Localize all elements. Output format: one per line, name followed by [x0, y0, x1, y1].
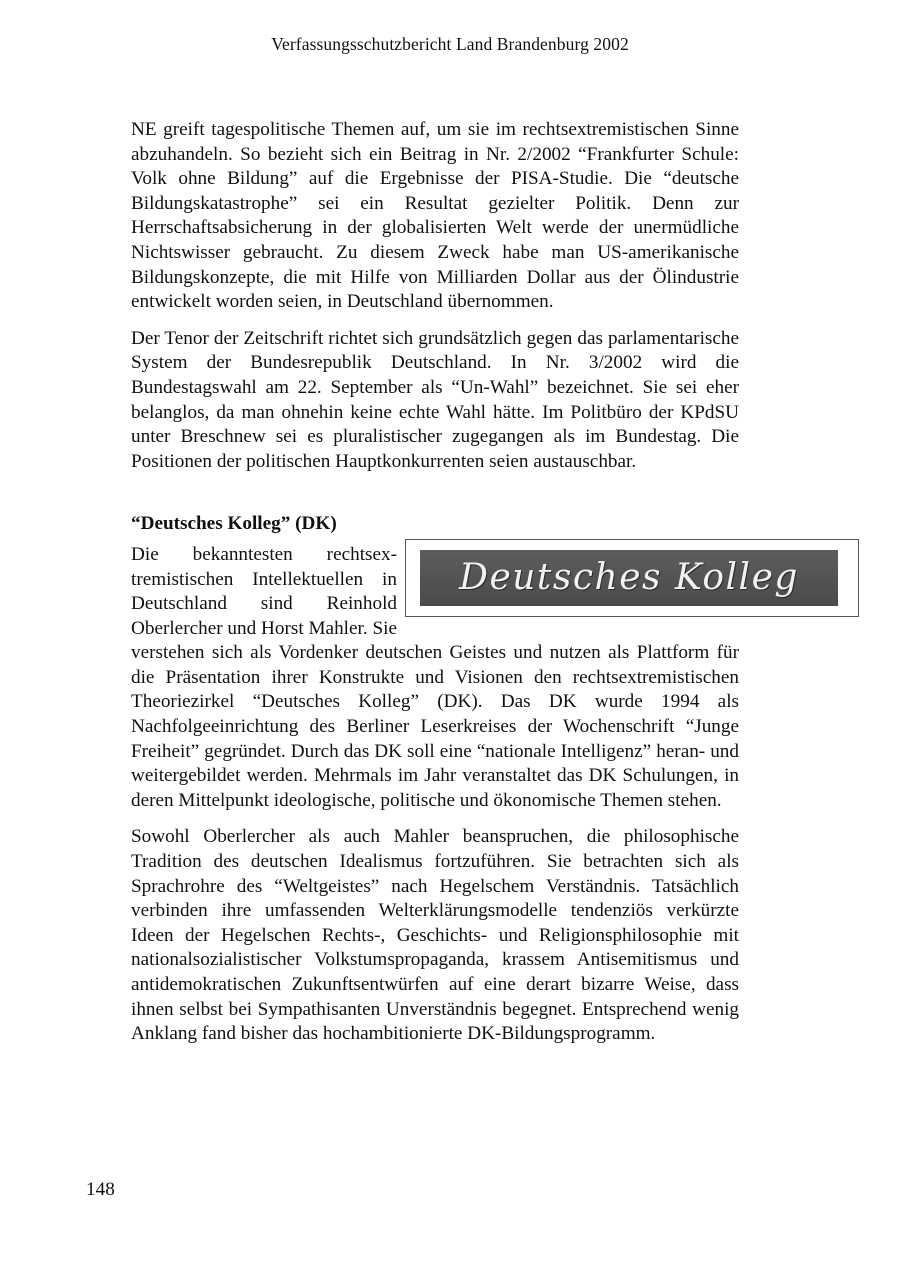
page-body: [131, 118, 799, 1059]
paragraph-parliament: Der Tenor der Zeitschrift richtet sich grundsätzlich gegen das parlamentarische System der Bundesrepublik Deutschland. In Nr. 3/2002 wird die Bundestagswahl am 22. September als “Un-Wahl” bezeichnet. Sie sei eher belanglos, da man ohnehin keine echte Wahl hätte. Im Politbüro der KPdSU unter Breschnew sei es pluralistischer zugegangen als im Bundestag. Die Positionen der politischen Hauptkonkurrenten seien austauschbar.: [131, 327, 739, 472]
deutsches-kolleg-logo-figure: [405, 539, 859, 617]
deutsches-kolleg-logo: [420, 550, 838, 606]
paragraph-dk-intro: Die bekanntesten rechtsextremistischen Intellektuellen in Deutschland sind Reinhold Oberlercher und Horst Mahler. Sie verstehen sich als Vordenker deutschen Geistes und nutzen als Plattform für die Präsentation ihrer Konstrukte und Visionen den rechtsextremistischen Theoriezirkel “Deutsches Kolleg” (DK). Das DK wurde 1994 als Nachfolgeeinrichtung des Berliner Leserkreises der Wochenschrift “Junge Freiheit” gegründet. Durch das DK soll eine “nationale Intelligenz” heran- und weitergebildet werden. Mehrmals im Jahr veranstaltet das DK Schulungen, in deren Mittelpunkt ideologische, politische und ökonomische Themen stehen.: [131, 543, 739, 811]
paragraph-pisa: NE greift tagespolitische Themen auf, um sie im rechtsextremistischen Sinne abzuhandeln. So bezieht sich ein Beitrag in Nr. 2/2002 “Frankfurter Schule: Volk ohne Bildung” auf die Ergebnisse der PISA-Studie. Die “deutsche Bildungskatastrophe” sei ein Resultat gezielter Politik. Denn zur Herrschaftsabsicherung in der globalisierten Welt werde der unermüdliche Nichtswisser gebraucht. Zu diesem Zweck habe man US-amerikanische Bildungskonzepte, die mit Hilfe von Milliarden Dollar aus der Ölindustrie entwickelt worden seien, in Deutschland übernommen.: [131, 119, 739, 313]
logo-text: Deutsches Kolleg: [459, 557, 799, 599]
section-title-deutsches-kolleg: “Deutsches Kolleg” (DK): [131, 513, 337, 535]
running-header: Verfassungsschutzbericht Land Brandenburg 2002: [271, 34, 629, 54]
paragraph-dk-ideology: Sowohl Oberlercher als auch Mahler beanspruchen, die philosophische Tradition des deutschen Idealismus fortzuführen. Sie betrachten sich als Sprachrohre des “Weltgeistes” nach Hegelschem Verständnis. Tatsächlich verbinden ihre umfassenden Welterklärungsmodelle tendenziös verkürzte Ideen der Hegelschen Rechts-, Geschichts- und Religionsphilosophie mit nationalsozialistischer Volkstumspropaganda, krassem Antisemitismus und antidemokratischen Zukunftsentwürfen auf eine derart bizarre Weise, dass ihnen selbst bei Sympathisanten Unverständnis begegnet. Entsprechend wenig Anklang fand bisher das hochambitionierte DK-Bildungsprogramm.: [131, 826, 739, 1045]
page-number: 148: [86, 1179, 115, 1200]
